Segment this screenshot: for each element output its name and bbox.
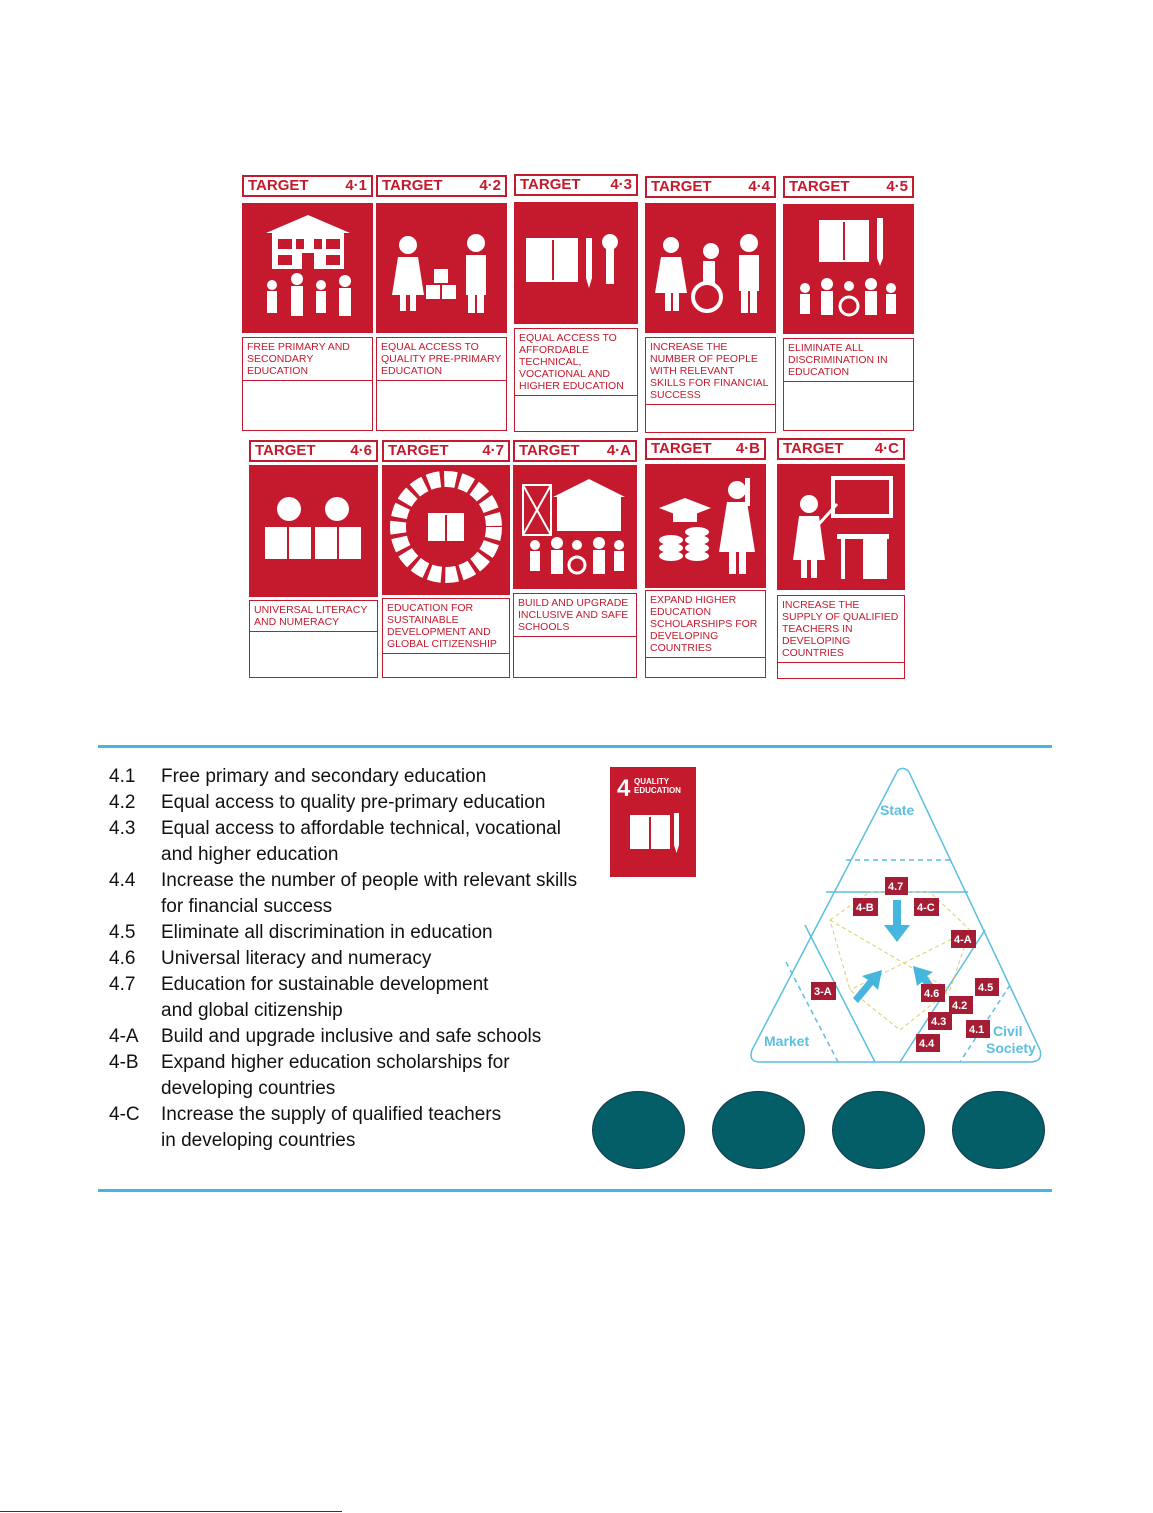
top-rule bbox=[98, 745, 1052, 748]
target-header: TARGET 4·6 bbox=[249, 440, 378, 462]
list-item: 4.3 Equal access to affordable technical, vocational and higher education bbox=[109, 818, 561, 865]
target-description: FREE PRIMARY AND SECONDARY EDUCATION bbox=[242, 337, 373, 431]
teal-circle bbox=[592, 1091, 685, 1169]
teal-circle bbox=[952, 1091, 1045, 1169]
target-header: TARGET 4·C bbox=[777, 438, 905, 460]
list-item: 4.4 Increase the number of people with relevant skills for financial success bbox=[109, 870, 578, 917]
target-header: TARGET 4·B bbox=[645, 438, 766, 460]
book-pencil-icon bbox=[610, 767, 696, 877]
target-description: EQUAL ACCESS TO QUALITY PRE-PRIMARY EDUCATION bbox=[376, 337, 507, 431]
list-item: 4-A Build and upgrade inclusive and safe schools bbox=[109, 1026, 542, 1047]
tag-4-3: 4.3 bbox=[931, 1016, 947, 1028]
corner-civil: Civil bbox=[993, 1023, 1023, 1039]
list-item: 4.5 Eliminate all discrimination in education bbox=[109, 922, 493, 943]
target-header: TARGET 4·7 bbox=[382, 440, 510, 462]
target-description: ELIMINATE ALL DISCRIMINATION IN EDUCATION bbox=[783, 338, 914, 431]
target-description: UNIVERSAL LITERACY AND NUMERACY bbox=[249, 600, 378, 678]
target-description: INCREASE THE SUPPLY OF QUALIFIED TEACHERS IN DEVELOPING COUNTRIES bbox=[777, 595, 905, 679]
tag-4-4: 4.4 bbox=[919, 1038, 935, 1050]
sdg-label: QUALITY EDUCATION bbox=[634, 777, 681, 795]
target-header: TARGET 4·2 bbox=[376, 175, 507, 197]
target-description: BUILD AND UPGRADE INCLUSIVE AND SAFE SCHOOLS bbox=[513, 593, 637, 678]
diverse-people-icon bbox=[645, 203, 776, 333]
corner-market: Market bbox=[764, 1033, 810, 1049]
reading-children-icon bbox=[249, 465, 378, 597]
tag-4-c: 4-C bbox=[917, 902, 935, 914]
tag-4-b: 4-B bbox=[856, 902, 874, 914]
teacher-board-icon bbox=[777, 464, 905, 590]
scholarship-coins-icon bbox=[645, 464, 766, 588]
sdg-number: 4 bbox=[617, 775, 631, 802]
book-tools-icon bbox=[514, 202, 638, 324]
target-description: EDUCATION FOR SUSTAINABLE DEVELOPMENT AND GLOBAL CITIZENSHIP bbox=[382, 598, 510, 678]
school-construction-icon bbox=[513, 465, 637, 589]
target-header: TARGET 4·3 bbox=[514, 174, 638, 196]
target-header: TARGET 4·4 bbox=[645, 176, 776, 198]
target-description: EQUAL ACCESS TO AFFORDABLE TECHNICAL, VOCATIONAL AND HIGHER EDUCATION bbox=[514, 328, 638, 432]
governance-triangle bbox=[740, 760, 1060, 1080]
tag-4-6: 4.6 bbox=[924, 988, 940, 1000]
target-description: INCREASE THE NUMBER OF PEOPLE WITH RELEVANT SKILLS FOR FINANCIAL SUCCESS bbox=[645, 337, 776, 433]
sdg4-badge bbox=[610, 767, 696, 877]
teal-circle bbox=[832, 1091, 925, 1169]
tag-4-1: 4.1 bbox=[969, 1024, 985, 1036]
children-abc-icon bbox=[376, 203, 507, 333]
target-header: TARGET 4·1 bbox=[242, 175, 373, 197]
target-header: TARGET 4·5 bbox=[783, 176, 914, 198]
corner-society: Society bbox=[986, 1040, 1036, 1056]
tag-4-2: 4.2 bbox=[952, 1000, 968, 1012]
target-header: TARGET 4·A bbox=[513, 440, 637, 462]
teal-circle bbox=[712, 1091, 805, 1169]
list-item: 4.6 Universal literacy and numeracy bbox=[109, 948, 432, 969]
tag-4-7: 4.7 bbox=[888, 881, 904, 893]
tag-3-a: 3-A bbox=[814, 986, 832, 998]
bottom-rule bbox=[98, 1189, 1052, 1192]
sdg-wheel-book-icon bbox=[382, 465, 510, 595]
list-item: 4.2 Equal access to quality pre-primary education bbox=[109, 792, 546, 813]
book-pencil-people-icon bbox=[783, 204, 914, 334]
footnote-line bbox=[0, 1511, 342, 1512]
down-arrow-icon bbox=[884, 900, 910, 942]
list-item: 4-B Expand higher education scholarships for developing countries bbox=[109, 1052, 510, 1099]
target-list bbox=[109, 764, 591, 1154]
list-item: 4.1 Free primary and secondary education bbox=[109, 766, 487, 787]
list-item: 4.7 Education for sustainable development and global citizenship bbox=[109, 974, 489, 1021]
corner-state: State bbox=[880, 802, 915, 818]
tag-4-a: 4-A bbox=[954, 934, 972, 946]
school-children-icon bbox=[242, 203, 373, 333]
tag-4-5: 4.5 bbox=[978, 982, 994, 994]
target-description: EXPAND HIGHER EDUCATION SCHOLARSHIPS FOR DEVELOPING COUNTRIES bbox=[645, 590, 766, 678]
list-item: 4-C Increase the supply of qualified teachers in developing countries bbox=[109, 1104, 502, 1151]
